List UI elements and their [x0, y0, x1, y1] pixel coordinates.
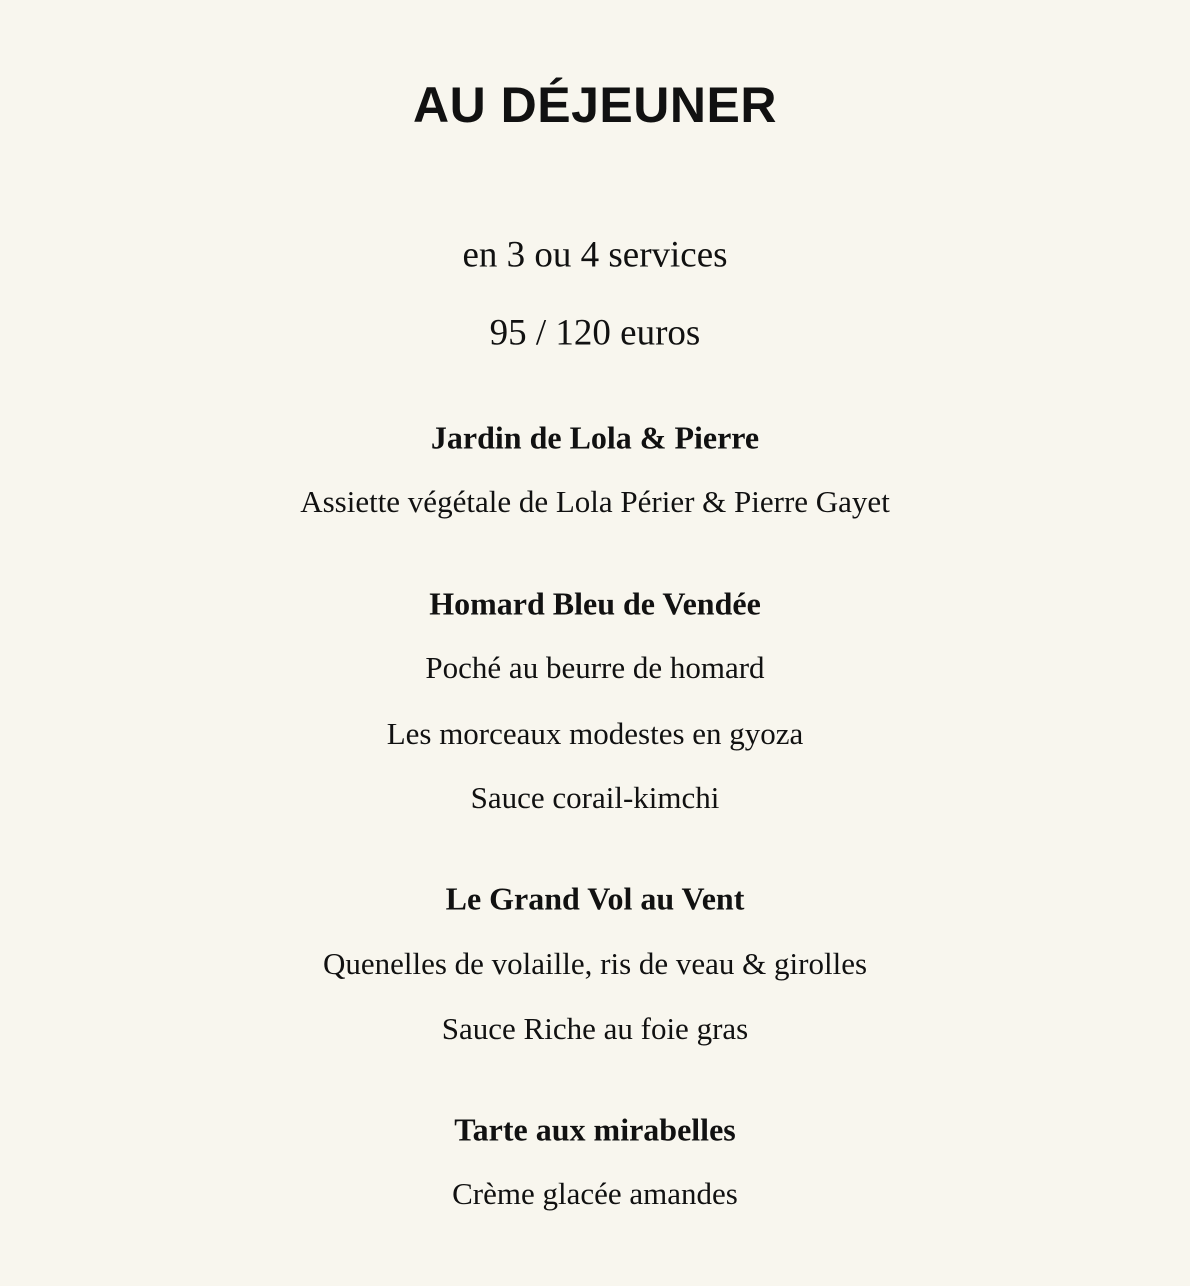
course-item: Crème glacée amandes	[452, 1176, 738, 1211]
course-item: Sauce corail-kimchi	[470, 780, 720, 815]
menu-subtitle: en 3 ou 4 services	[462, 234, 728, 276]
course-item: Quenelles de volaille, ris de veau & girolles	[322, 946, 868, 981]
course-title: Le Grand Vol au Vent	[445, 880, 745, 917]
course-title: Tarte aux mirabelles	[454, 1111, 736, 1148]
menu-price: 95 / 120 euros	[489, 312, 701, 354]
course-item: Poché au beurre de homard	[425, 650, 765, 685]
course-item: Assiette végétale de Lola Périer & Pierre Gayet	[300, 484, 890, 519]
course-item: Les morceaux modestes en gyoza	[386, 716, 804, 751]
course-title: Homard Bleu de Vendée	[429, 585, 761, 622]
course-title: Jardin de Lola & Pierre	[430, 419, 760, 456]
course-item: Sauce Riche au foie gras	[441, 1011, 749, 1046]
menu-title: AU DÉJEUNER	[413, 77, 777, 133]
